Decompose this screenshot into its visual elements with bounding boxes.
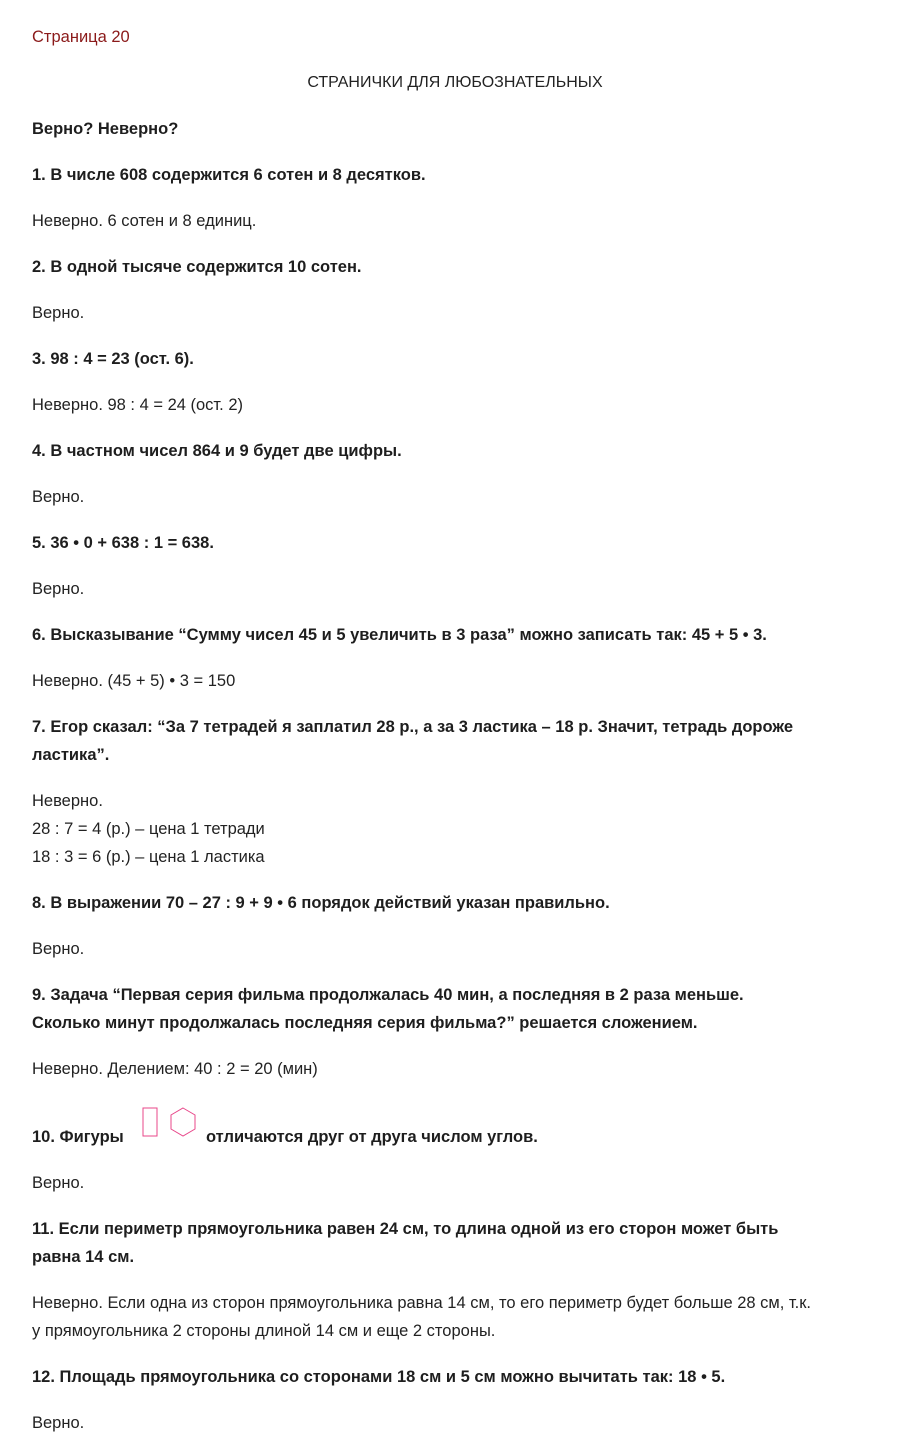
question-7-line-1: 7. Егор сказал: “За 7 тетрадей я заплатил 28 р., а за 3 ластика – 18 р. Значит, тетрадь дороже bbox=[32, 718, 794, 736]
question-7-line-2: ластика”. bbox=[32, 746, 110, 764]
section-heading: СТРАНИЧКИ ДЛЯ ЛЮБОЗНАТЕЛЬНЫХ bbox=[307, 74, 603, 91]
question-11-line-1: 11. Если периметр прямоугольника равен 24 см, то длина одной из его сторон может быть bbox=[32, 1220, 779, 1238]
question-10-figures bbox=[137, 1104, 201, 1142]
question-9-line-2: Сколько минут продолжалась последняя серия фильма?” решается сложением. bbox=[32, 1014, 698, 1032]
question-10-after: отличаются друг от друга числом углов. bbox=[206, 1128, 538, 1146]
answer-9: Неверно. Делением: 40 : 2 = 20 (мин) bbox=[32, 1060, 318, 1078]
answer-7-line-2: 28 : 7 = 4 (р.) – цена 1 тетради bbox=[32, 820, 265, 838]
answer-11-line-2: у прямоугольника 2 стороны длиной 14 см и еще 2 стороны. bbox=[32, 1322, 496, 1340]
question-1: 1. В числе 608 содержится 6 сотен и 8 десятков. bbox=[32, 166, 426, 184]
answer-1: Неверно. 6 сотен и 8 единиц. bbox=[32, 212, 257, 230]
answer-11-line-1: Неверно. Если одна из сторон прямоугольника равна 14 см, то его периметр будет больше 28 см, т.к. bbox=[32, 1294, 812, 1312]
question-3: 3. 98 : 4 = 23 (ост. 6). bbox=[32, 350, 194, 368]
page-label: Страница 20 bbox=[32, 28, 130, 46]
question-10-before: 10. Фигуры bbox=[32, 1128, 124, 1146]
figures-svg bbox=[137, 1104, 201, 1142]
intro-question: Верно? Неверно? bbox=[32, 120, 179, 138]
rectangle-icon bbox=[143, 1108, 157, 1136]
answer-3: Неверно. 98 : 4 = 24 (ост. 2) bbox=[32, 396, 243, 414]
answer-10: Верно. bbox=[32, 1174, 85, 1192]
answer-12: Верно. bbox=[32, 1414, 85, 1432]
question-6: 6. Высказывание “Сумму чисел 45 и 5 увеличить в 3 раза” можно записать так: 45 + 5 • 3. bbox=[32, 626, 767, 644]
question-5: 5. 36 • 0 + 638 : 1 = 638. bbox=[32, 534, 214, 552]
question-12: 12. Площадь прямоугольника со сторонами 18 см и 5 см можно вычитать так: 18 • 5. bbox=[32, 1368, 726, 1386]
question-4: 4. В частном чисел 864 и 9 будет две цифры. bbox=[32, 442, 402, 460]
hexagon-icon bbox=[171, 1108, 195, 1136]
answer-7-line-1: Неверно. bbox=[32, 792, 103, 810]
question-11-line-2: равна 14 см. bbox=[32, 1248, 135, 1266]
answer-4: Верно. bbox=[32, 488, 85, 506]
question-8: 8. В выражении 70 – 27 : 9 + 9 • 6 порядок действий указан правильно. bbox=[32, 894, 610, 912]
answer-8: Верно. bbox=[32, 940, 85, 958]
answer-2: Верно. bbox=[32, 304, 85, 322]
answer-7-line-3: 18 : 3 = 6 (р.) – цена 1 ластика bbox=[32, 848, 265, 866]
question-2: 2. В одной тысяче содержится 10 сотен. bbox=[32, 258, 362, 276]
answer-6: Неверно. (45 + 5) • 3 = 150 bbox=[32, 672, 236, 690]
question-9-line-1: 9. Задача “Первая серия фильма продолжалась 40 мин, а последняя в 2 раза меньше. bbox=[32, 986, 744, 1004]
answer-5: Верно. bbox=[32, 580, 85, 598]
